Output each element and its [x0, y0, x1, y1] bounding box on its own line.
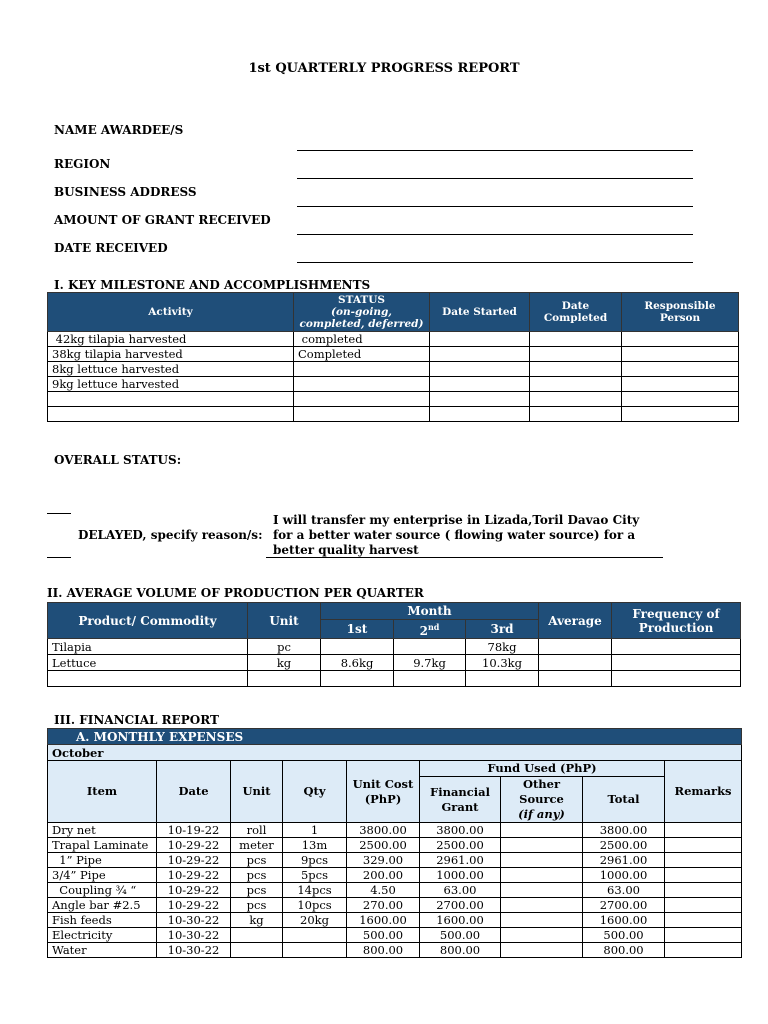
remarks-cell [665, 928, 742, 943]
milestones-table [47, 292, 739, 422]
date-cell: 10-30-22 [157, 913, 231, 928]
activity-cell: 38kg tilapia harvested [48, 347, 294, 362]
grant-cell: 1000.00 [420, 868, 501, 883]
date-completed-cell [530, 332, 622, 347]
qty-cell: 9pcs [283, 853, 347, 868]
production-heading: II. AVERAGE VOLUME OF PRODUCTION PER QUARTER [47, 586, 424, 600]
product-cell: Tilapia [48, 639, 248, 655]
table-row [48, 392, 739, 407]
col-month-2: 2nd [394, 620, 466, 639]
item-cell: Coupling ¾ “ [48, 883, 157, 898]
unit-cell: pcs [231, 898, 283, 913]
other-source-cell [501, 838, 583, 853]
qty-cell [283, 928, 347, 943]
overall-status-label: OVERALL STATUS: [54, 453, 182, 467]
region-label: REGION [54, 157, 111, 171]
average-cell [539, 671, 612, 687]
table-row [48, 883, 742, 898]
status-cell [294, 377, 430, 392]
item-cell: 1” Pipe [48, 853, 157, 868]
table-row [48, 868, 742, 883]
delayed-checkbox-line[interactable] [47, 513, 71, 514]
month1-cell [321, 671, 394, 687]
unit-cell: pc [248, 639, 321, 655]
table-row [48, 407, 739, 422]
item-cell: Angle bar #2.5 [48, 898, 157, 913]
total-cell: 500.00 [583, 928, 665, 943]
total-cell: 63.00 [583, 883, 665, 898]
name-awardee-field[interactable] [297, 150, 693, 151]
table-row [48, 823, 742, 838]
remarks-cell [665, 898, 742, 913]
col-month-3: 3rd [466, 620, 539, 639]
activity-cell [48, 407, 294, 422]
grant-cell: 1600.00 [420, 913, 501, 928]
month1-cell: 8.6kg [321, 655, 394, 671]
reason-underline [266, 557, 663, 558]
table-row [48, 362, 739, 377]
month3-cell: 78kg [466, 639, 539, 655]
qty-cell: 1 [283, 823, 347, 838]
activity-cell: 8kg lettuce harvested [48, 362, 294, 377]
table-row [48, 671, 741, 687]
month3-cell [466, 671, 539, 687]
activity-cell: 9kg lettuce harvested [48, 377, 294, 392]
total-cell: 1600.00 [583, 913, 665, 928]
item-cell: Dry net [48, 823, 157, 838]
status-cell [294, 407, 430, 422]
qty-cell: 13m [283, 838, 347, 853]
col-responsible: Responsible Person [622, 293, 739, 332]
date-cell: 10-29-22 [157, 883, 231, 898]
status-cell [294, 362, 430, 377]
region-field[interactable] [297, 178, 693, 179]
table-row [48, 347, 739, 362]
other-source-cell [501, 868, 583, 883]
grant-cell: 2500.00 [420, 838, 501, 853]
unit-cell: pcs [231, 853, 283, 868]
date-completed-cell [530, 392, 622, 407]
date-cell: 10-29-22 [157, 898, 231, 913]
col-frequency: Frequency of Production [612, 603, 741, 639]
total-cell: 3800.00 [583, 823, 665, 838]
date-cell: 10-29-22 [157, 853, 231, 868]
average-cell [539, 655, 612, 671]
date-completed-cell [530, 347, 622, 362]
qty-cell [283, 943, 347, 958]
monthly-expenses-bar: A. MONTHLY EXPENSES [48, 729, 742, 745]
month1-cell [321, 639, 394, 655]
remarks-cell [665, 943, 742, 958]
average-cell [539, 639, 612, 655]
responsible-cell [622, 377, 739, 392]
item-cell: Electricity [48, 928, 157, 943]
col-date-completed: Date Completed [530, 293, 622, 332]
col-unit: Unit [248, 603, 321, 639]
remarks-cell [665, 913, 742, 928]
date-started-cell [430, 392, 530, 407]
other-source-cell [501, 928, 583, 943]
total-cell: 2700.00 [583, 898, 665, 913]
product-cell [48, 671, 248, 687]
responsible-cell [622, 392, 739, 407]
remarks-cell [665, 823, 742, 838]
date-completed-cell [530, 377, 622, 392]
milestones-heading: I. KEY MILESTONE AND ACCOMPLISHMENTS [54, 278, 371, 292]
month2-cell [394, 639, 466, 655]
remarks-cell [665, 853, 742, 868]
name-awardee-label: NAME AWARDEE/S [54, 123, 184, 137]
table-row [48, 332, 739, 347]
grant-cell: 2961.00 [420, 853, 501, 868]
page-title: 1st QUARTERLY PROGRESS REPORT [248, 61, 520, 76]
grant-cell: 2700.00 [420, 898, 501, 913]
responsible-cell [622, 347, 739, 362]
col-qty: Qty [283, 761, 347, 823]
col-unit-cost: Unit Cost (PhP) [347, 761, 420, 823]
month-label: October [48, 745, 742, 761]
date-received-field[interactable] [297, 262, 693, 263]
production-table [47, 602, 741, 687]
table-row [48, 838, 742, 853]
date-cell: 10-30-22 [157, 928, 231, 943]
date-started-cell [430, 377, 530, 392]
total-cell: 2961.00 [583, 853, 665, 868]
col-fin-unit: Unit [231, 761, 283, 823]
frequency-cell [612, 671, 741, 687]
col-item: Item [48, 761, 157, 823]
business-address-field[interactable] [297, 206, 693, 207]
qty-cell: 20kg [283, 913, 347, 928]
unit-cell: kg [231, 913, 283, 928]
remarks-cell [665, 868, 742, 883]
date-started-cell [430, 347, 530, 362]
status-cell: completed [294, 332, 430, 347]
responsible-cell [622, 332, 739, 347]
other-source-cell [501, 913, 583, 928]
frequency-cell [612, 639, 741, 655]
responsible-cell [622, 407, 739, 422]
month3-cell: 10.3kg [466, 655, 539, 671]
table-row [48, 377, 739, 392]
col-financial-grant: Financial Grant [420, 777, 501, 823]
item-cell: Trapal Laminate [48, 838, 157, 853]
unit-cost-cell: 200.00 [347, 868, 420, 883]
item-cell: Water [48, 943, 157, 958]
col-date-started: Date Started [430, 293, 530, 332]
grant-amount-label: AMOUNT OF GRANT RECEIVED [54, 213, 271, 227]
table-row [48, 853, 742, 868]
qty-cell: 14pcs [283, 883, 347, 898]
unit-cost-cell: 3800.00 [347, 823, 420, 838]
item-cell: Fish feeds [48, 913, 157, 928]
remarks-cell [665, 883, 742, 898]
delayed-line-2 [47, 557, 71, 558]
unit-cell: meter [231, 838, 283, 853]
product-cell: Lettuce [48, 655, 248, 671]
col-total: Total [583, 777, 665, 823]
unit-cell: kg [248, 655, 321, 671]
col-month-1: 1st [321, 620, 394, 639]
grant-cell: 800.00 [420, 943, 501, 958]
grant-cell: 63.00 [420, 883, 501, 898]
delayed-reason: I will transfer my enterprise in Lizada,Toril Davao City for a better water source ( flowing water source) for a better quality harvest [273, 513, 640, 557]
col-remarks: Remarks [665, 761, 742, 823]
table-row [48, 913, 742, 928]
unit-cost-cell: 500.00 [347, 928, 420, 943]
table-row [48, 943, 742, 958]
unit-cost-cell: 4.50 [347, 883, 420, 898]
unit-cell: pcs [231, 883, 283, 898]
date-completed-cell [530, 362, 622, 377]
responsible-cell [622, 362, 739, 377]
unit-cell [231, 943, 283, 958]
unit-cost-cell: 2500.00 [347, 838, 420, 853]
table-row [48, 655, 741, 671]
col-product: Product/ Commodity [48, 603, 248, 639]
other-source-cell [501, 943, 583, 958]
qty-cell: 10pcs [283, 898, 347, 913]
col-other-source: Other Source (if any) [501, 777, 583, 823]
item-cell: 3/4” Pipe [48, 868, 157, 883]
activity-cell: 42kg tilapia harvested [48, 332, 294, 347]
date-cell: 10-29-22 [157, 838, 231, 853]
month2-cell [394, 671, 466, 687]
financial-heading: III. FINANCIAL REPORT [54, 713, 219, 727]
status-cell: Completed [294, 347, 430, 362]
col-status: STATUS (on-going, completed, deferred) [294, 293, 430, 332]
date-cell: 10-30-22 [157, 943, 231, 958]
other-source-cell [501, 898, 583, 913]
col-fund-used: Fund Used (PhP) [420, 761, 665, 777]
date-received-label: DATE RECEIVED [54, 241, 168, 255]
status-cell [294, 392, 430, 407]
grant-amount-field[interactable] [297, 234, 693, 235]
other-source-cell [501, 823, 583, 838]
unit-cell [248, 671, 321, 687]
table-row [48, 639, 741, 655]
date-started-cell [430, 407, 530, 422]
date-started-cell [430, 332, 530, 347]
total-cell: 2500.00 [583, 838, 665, 853]
col-average: Average [539, 603, 612, 639]
date-completed-cell [530, 407, 622, 422]
remarks-cell [665, 838, 742, 853]
table-row [48, 928, 742, 943]
date-cell: 10-19-22 [157, 823, 231, 838]
unit-cost-cell: 329.00 [347, 853, 420, 868]
business-address-label: BUSINESS ADDRESS [54, 185, 197, 199]
qty-cell: 5pcs [283, 868, 347, 883]
other-source-cell [501, 853, 583, 868]
financial-table [47, 728, 742, 958]
other-source-cell [501, 883, 583, 898]
table-row [48, 898, 742, 913]
month2-cell: 9.7kg [394, 655, 466, 671]
unit-cell: roll [231, 823, 283, 838]
unit-cost-cell: 1600.00 [347, 913, 420, 928]
total-cell: 800.00 [583, 943, 665, 958]
unit-cell: pcs [231, 868, 283, 883]
col-activity: Activity [48, 293, 294, 332]
grant-cell: 500.00 [420, 928, 501, 943]
col-month: Month [321, 603, 539, 620]
grant-cell: 3800.00 [420, 823, 501, 838]
unit-cell [231, 928, 283, 943]
date-started-cell [430, 362, 530, 377]
date-cell: 10-29-22 [157, 868, 231, 883]
unit-cost-cell: 800.00 [347, 943, 420, 958]
frequency-cell [612, 655, 741, 671]
col-date: Date [157, 761, 231, 823]
delayed-label: DELAYED, specify reason/s: [78, 528, 263, 542]
unit-cost-cell: 270.00 [347, 898, 420, 913]
total-cell: 1000.00 [583, 868, 665, 883]
activity-cell [48, 392, 294, 407]
